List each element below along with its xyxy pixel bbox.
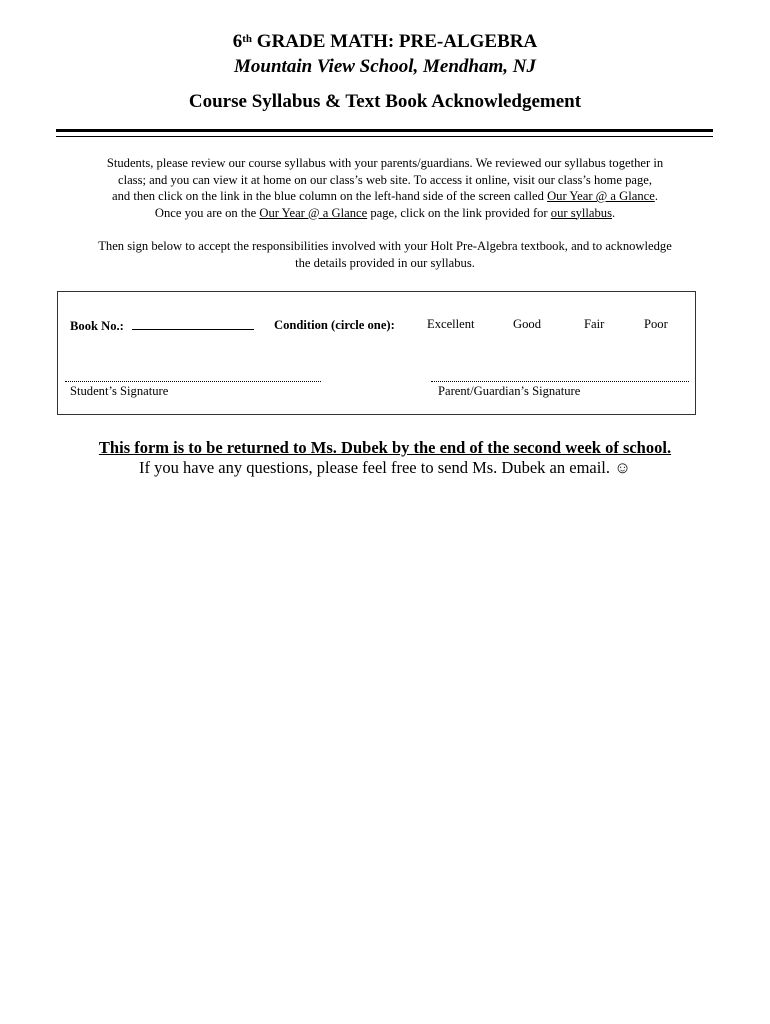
intro-text: . bbox=[612, 205, 616, 220]
condition-option-good[interactable]: Good bbox=[513, 317, 541, 331]
book-number-field bbox=[70, 317, 254, 334]
acknowledgement-form-box bbox=[57, 291, 696, 415]
intro-line bbox=[62, 205, 708, 222]
link-our-year-at-a-glance[interactable]: Our Year @ a Glance bbox=[259, 205, 368, 220]
condition-option-fair[interactable]: Fair bbox=[584, 317, 605, 331]
condition-label: Condition (circle one): bbox=[274, 318, 395, 332]
form-heading: Course Syllabus & Text Book Acknowledgement bbox=[188, 91, 582, 112]
sign-note-paragraph bbox=[62, 238, 708, 271]
grade-number: 6 bbox=[232, 31, 243, 52]
intro-line: Students, please review our course syllabus with your parents/guardians. We reviewed our syllabus together in bbox=[106, 156, 664, 170]
intro-paragraph bbox=[62, 155, 708, 221]
sign-note-line: the details provided in our syllabus. bbox=[295, 255, 475, 270]
student-signature-line[interactable] bbox=[65, 381, 321, 382]
link-our-year-at-a-glance[interactable]: Our Year @ a Glance bbox=[547, 189, 655, 203]
parent-signature-line[interactable] bbox=[431, 381, 689, 382]
intro-line: class; and you can view it at home on our class’s web site. To access it online, visit our class’s home page, bbox=[117, 172, 652, 187]
book-number-blank[interactable] bbox=[132, 317, 254, 330]
student-signature-label: Student’s Signature bbox=[70, 384, 169, 398]
link-our-syllabus[interactable]: our syllabus bbox=[550, 205, 612, 220]
parent-signature-label: Parent/Guardian’s Signature bbox=[438, 384, 581, 398]
title-text: GRADE MATH: PRE-ALGEBRA bbox=[252, 31, 538, 52]
intro-text: . bbox=[654, 189, 658, 203]
book-number-label: Book No.: bbox=[70, 319, 124, 333]
condition-option-poor[interactable]: Poor bbox=[644, 317, 668, 331]
intro-text: page, click on the link provided for bbox=[367, 205, 551, 220]
sign-note-line: Then sign below to accept the responsibilities involved with your Holt Pre-Algebra textbook, and to acknowledge bbox=[98, 239, 672, 253]
grade-suffix: th bbox=[242, 33, 253, 45]
intro-line bbox=[62, 188, 708, 205]
page-title bbox=[0, 30, 770, 54]
divider-thick bbox=[56, 129, 713, 132]
intro-text: and then click on the link in the blue column on the left-hand side of the screen called bbox=[112, 189, 548, 203]
intro-text: Once you are on the bbox=[154, 205, 260, 220]
return-instruction: This form is to be returned to Ms. Dubek by the end of the second week of school. bbox=[98, 438, 672, 457]
questions-note: If you have any questions, please feel free to send Ms. Dubek an email. ☺ bbox=[139, 458, 631, 477]
condition-option-excellent[interactable]: Excellent bbox=[427, 317, 475, 331]
divider-thin bbox=[56, 136, 713, 137]
school-name: Mountain View School, Mendham, NJ bbox=[234, 56, 536, 77]
